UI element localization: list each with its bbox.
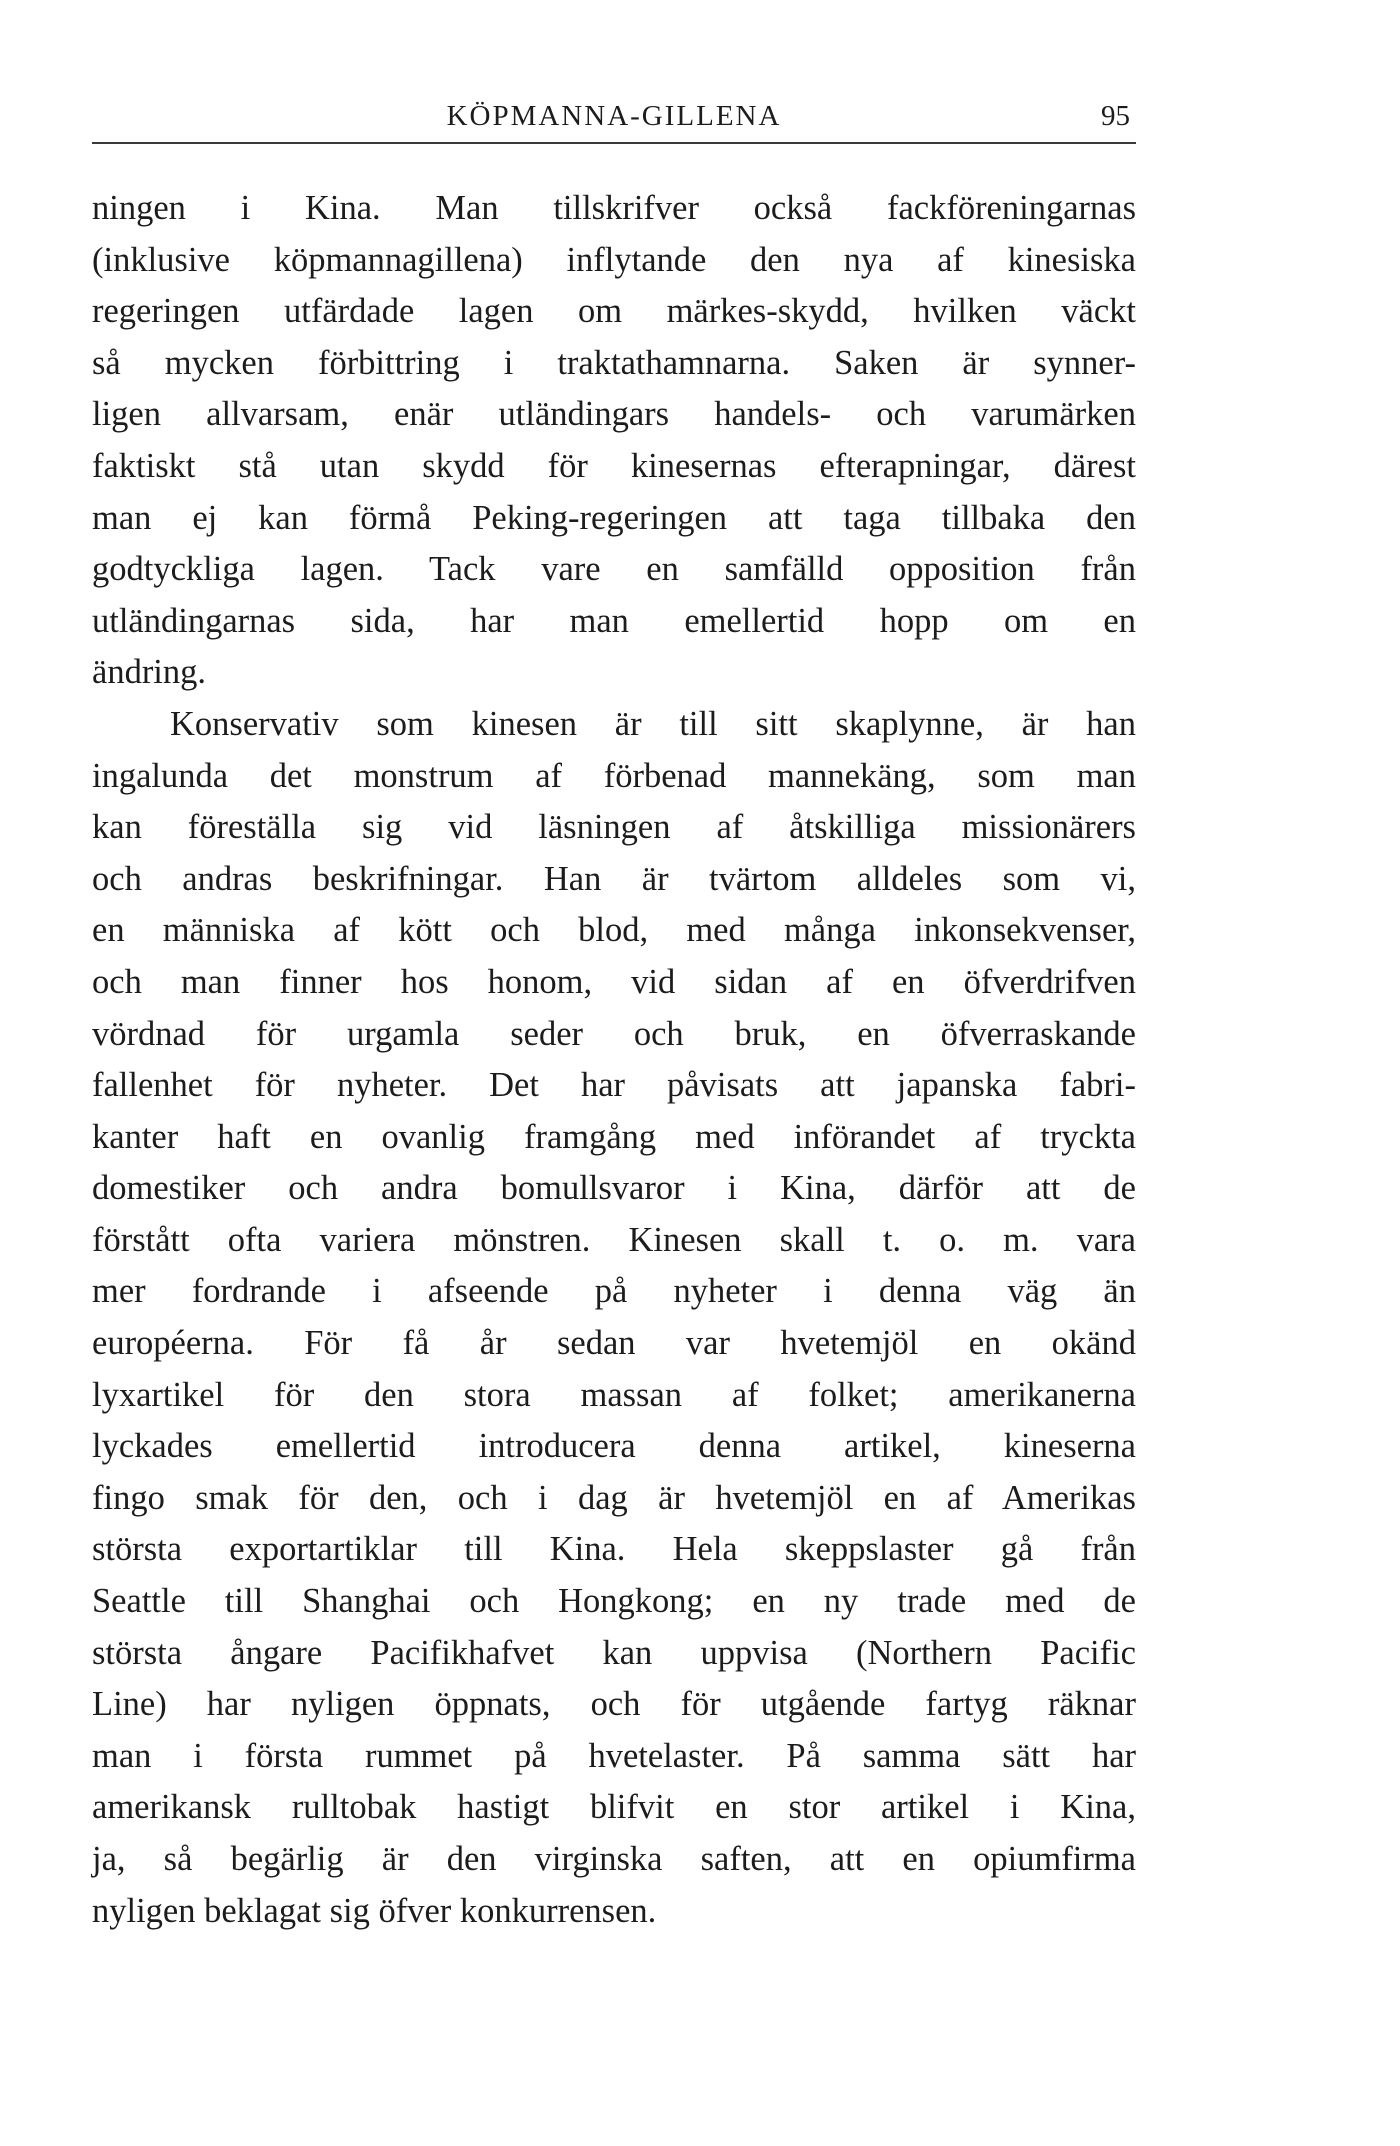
text-line: man ej kan förmå Peking-regeringen att taga tillbaka den: [92, 498, 1136, 537]
text-line: största ångare Pacifikhafvet kan uppvisa (Northern Pacific: [92, 1633, 1136, 1672]
body-text: [92, 183, 1136, 1937]
text-line: lyckades emellertid introducera denna artikel, kineserna: [92, 1427, 1136, 1466]
text-line: en människa af kött och blod, med många inkonsekvenser,: [92, 911, 1136, 950]
text-line: vördnad för urgamla seder och bruk, en öfverraskande: [92, 1014, 1136, 1053]
text-line: kan föreställa sig vid läsningen af åtskilliga missionärers: [92, 808, 1136, 847]
text-line: (inklusive köpmannagillena) inflytande den nya af kinesiska: [92, 240, 1136, 279]
text-line: amerikansk rulltobak hastigt blifvit en stor artikel i Kina,: [92, 1788, 1136, 1827]
text-line: kanter haft en ovanlig framgång med införandet af tryckta: [92, 1117, 1136, 1156]
running-head: KÖPMANNA-GILLENA: [446, 100, 782, 132]
text-line: ingalunda det monstrum af förbenad mannekäng, som man: [92, 756, 1136, 795]
page-header: [92, 98, 1136, 144]
text-line: nyligen beklagat sig öfver konkurrensen.: [92, 1891, 657, 1930]
text-line: godtyckliga lagen. Tack vare en samfälld opposition från: [92, 550, 1136, 589]
text-line: fallenhet för nyheter. Det har påvisats att japanska fabri-: [92, 1066, 1136, 1105]
text-line: man i första rummet på hvetelaster. På samma sätt har: [92, 1736, 1136, 1775]
text-line: européerna. För få år sedan var hvetemjöl en okänd: [92, 1324, 1136, 1363]
text-line: och man finner hos honom, vid sidan af en öfverdrifven: [92, 962, 1136, 1001]
text-line: lyxartikel för den stora massan af folket; amerikanerna: [92, 1375, 1136, 1414]
text-line: utländingarnas sida, har man emellertid hopp om en: [92, 601, 1136, 640]
text-line: förstått ofta variera mönstren. Kinesen skall t. o. m. vara: [92, 1220, 1136, 1259]
text-line: Line) har nyligen öppnats, och för utgående fartyg räknar: [92, 1685, 1136, 1724]
text-line: mer fordrande i afseende på nyheter i denna väg än: [92, 1272, 1136, 1311]
text-line: ningen i Kina. Man tillskrifver också fackföreningarnas: [92, 189, 1136, 227]
text-line: Seattle till Shanghai och Hongkong; en ny trade med de: [92, 1582, 1136, 1621]
text-line: ja, så begärlig är den virginska saften, att en opiumfirma: [92, 1840, 1136, 1878]
text-line: faktiskt stå utan skydd för kinesernas efterapningar, därest: [92, 446, 1136, 485]
text-line: Konservativ som kinesen är till sitt skaplynne, är han: [170, 704, 1136, 743]
text-line: och andras beskrifningar. Han är tvärtom alldeles som vi,: [92, 859, 1136, 898]
text-line: största exportartiklar till Kina. Hela skeppslaster gå från: [92, 1530, 1136, 1569]
text-line: så mycken förbittring i traktathamnarna. Saken är synner-: [92, 343, 1136, 382]
text-line: regeringen utfärdade lagen om märkes-skydd, hvilken väckt: [92, 292, 1136, 331]
text-line: ändring.: [92, 653, 207, 692]
text-line: fingo smak för den, och i dag är hvetemjöl en af Amerikas: [92, 1478, 1136, 1517]
text-line: ligen allvarsam, enär utländingars handels- och varumärken: [92, 395, 1136, 434]
page-number: 95: [1101, 100, 1130, 132]
text-line: domestiker och andra bomullsvaror i Kina, därför att de: [92, 1169, 1136, 1208]
